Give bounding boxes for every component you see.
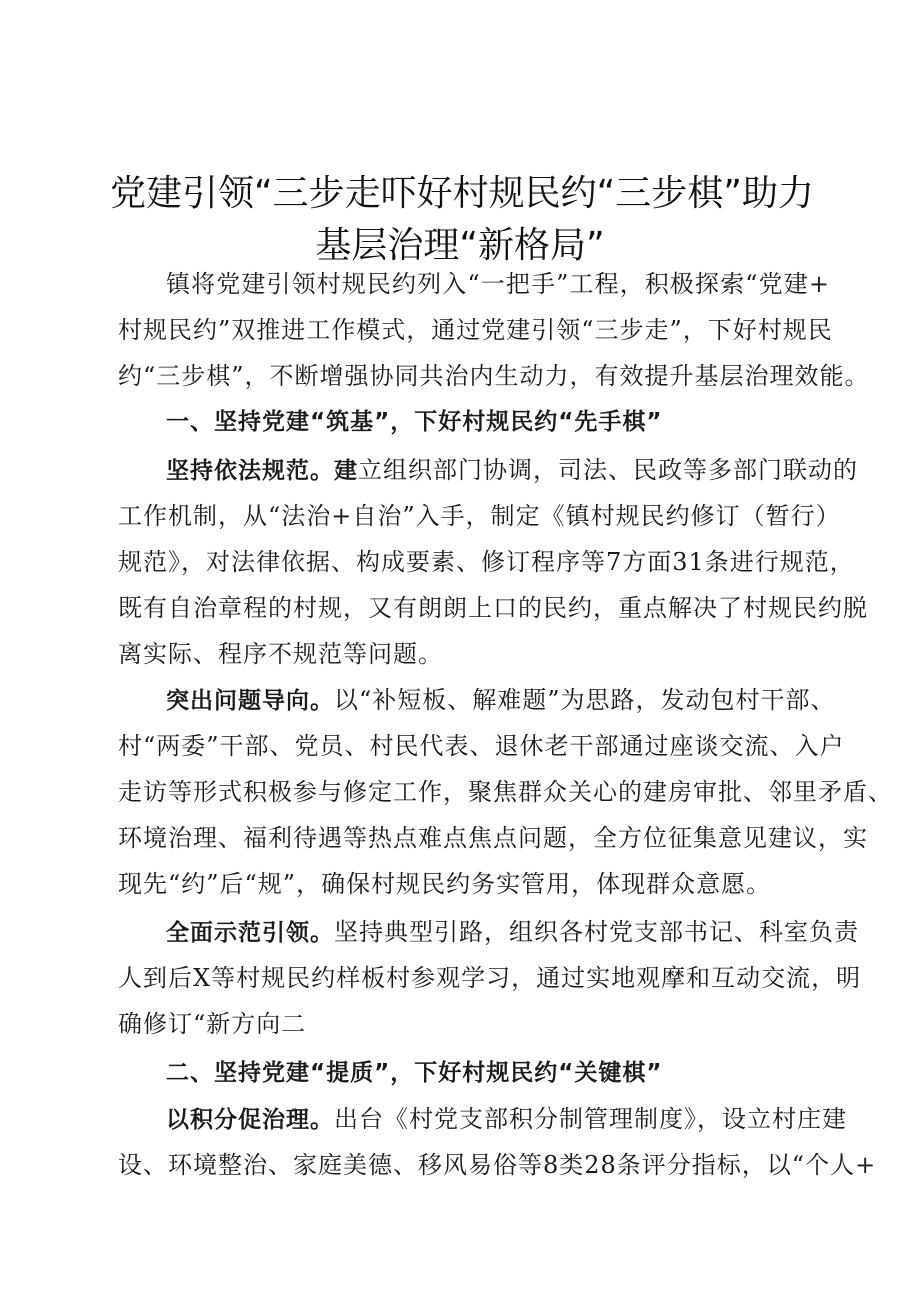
paragraph-3-lead: 全面示范引领。 [166,920,334,946]
paragraph-1-line-1-text: 立组织部门协调，司法、民政等多部门联动的 [358,456,858,484]
paragraph-1-line-4: 既有自治章程的村规，又有朗朗上口的民约，重点解决了村规民约脱 [118,594,868,622]
paragraph-4-line-2: 设、环境整治、家庭美德、移风易俗等8类28条评分指标，以“个人+ [118,1151,877,1179]
paragraph-2-lead: 突出问题导向。 [166,688,334,714]
paragraph-1-lead: 坚持依法规范。建 [166,458,358,484]
document-title-line-1: 党建引领“三步走吓好村规民约“三步棋”助力 [110,173,814,214]
paragraph-2-line-1-text: 以“补短板、解难题”为思路，发动包村干部、 [334,686,836,714]
paragraph-2-line-3: 走访等形式积极参与修定工作，聚焦群众关心的建房审批、邻里矛盾、 [118,778,893,806]
paragraph-4-line-1 [166,1104,847,1135]
paragraph-2-line-2: 村“两委”干部、党员、村民代表、退休老干部通过座谈交流、入户 [118,732,845,760]
section-1-heading: 一、坚持党建“筑基”，下好村规民约“先手棋” [166,409,663,435]
paragraph-2-line-1 [166,685,836,716]
paragraph-1-line-5: 离实际、程序不规范等问题。 [118,640,443,668]
intro-line-2: 村规民约”双推进工作模式，通过党建引领“三步走”，下好村规民 [118,316,833,344]
paragraph-3-line-1-text: 坚持典型引路，组织各村党支部书记、科室负责 [334,918,859,946]
paragraph-3-line-2: 人到后X等村规民约样板村参观学习，通过实地观摩和互动交流，明 [118,964,862,992]
section-2-heading: 二、坚持党建“提质”，下好村规民约“关键棋” [166,1060,663,1086]
paragraph-3-line-3: 确修订“新方向二 [118,1010,307,1038]
paragraph-4-lead: 以积分促治理。 [166,1107,334,1133]
paragraph-1-line-2: 工作机制，从“法治+自治”入手，制定《镇村规民约修订（暂行） [118,502,841,530]
intro-line-1: 镇将党建引领村规民约列入“一把手”工程，积极探索“党建+ [166,270,830,298]
intro-line-3: 约“三步棋”，不断增强协同共治内生动力，有效提升基层治理效能。 [118,362,870,390]
paragraph-2-line-5: 现先“约”后“规”，确保村规民约务实管用，体现群众意愿。 [118,870,772,898]
paragraph-4-line-1-text: 出台《村党支部积分制管理制度》，设立村庄建 [334,1105,847,1133]
paragraph-1-line-3: 规范》，对法律依据、构成要素、修订程序等7方面31条进行规范， [118,548,855,576]
document-title-line-2: 基层治理“新格局” [315,225,605,266]
paragraph-1-line-1 [166,455,858,486]
paragraph-2-line-4: 环境治理、福利待遇等热点难点焦点问题，全方位征集意见建议，实 [118,824,868,852]
paragraph-3-line-1 [166,917,859,948]
